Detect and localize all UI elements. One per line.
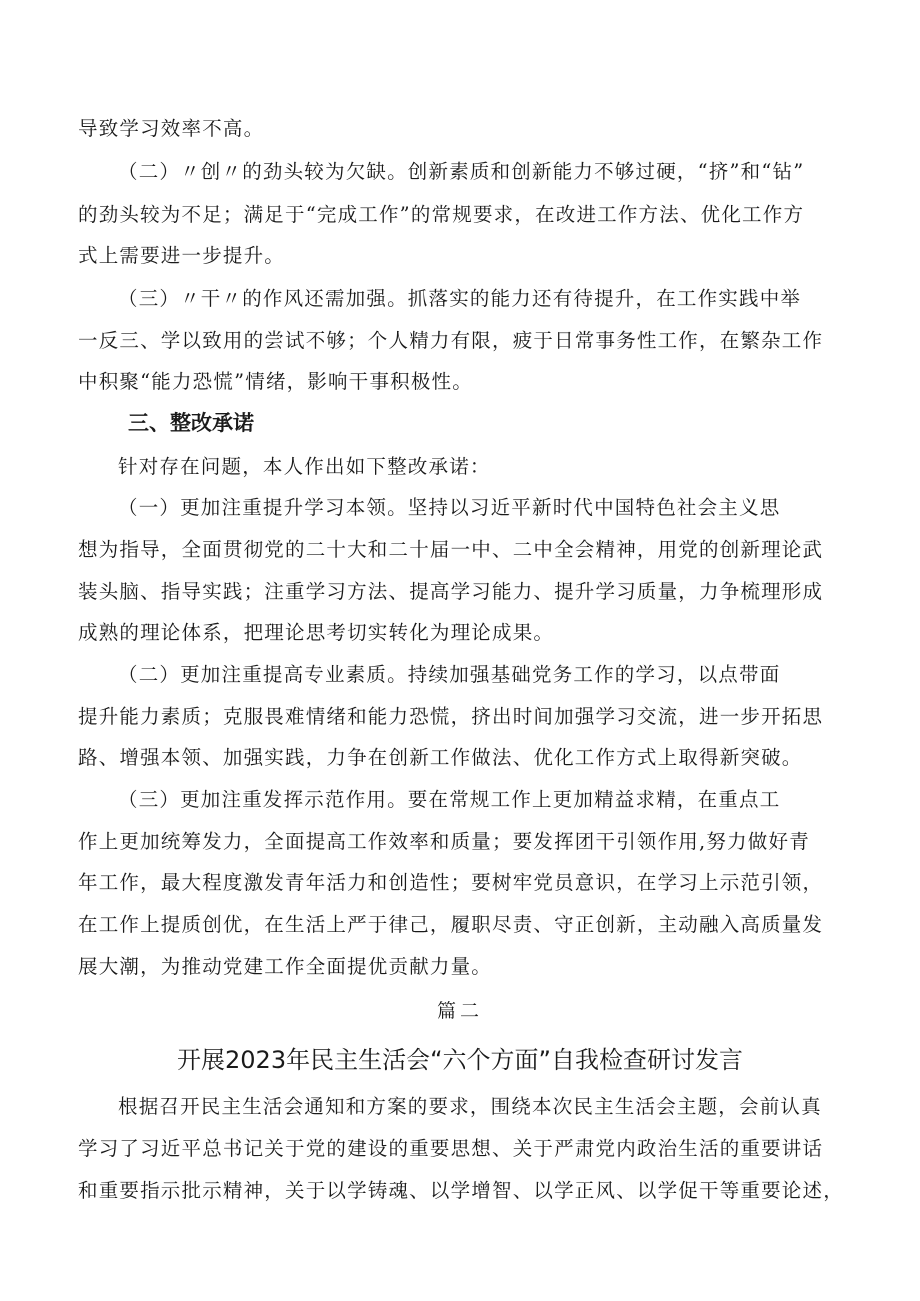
- paragraph-line: 作上更加统筹发力，全面提高工作效率和质量；要发挥团干引领作用,努力做好青: [78, 830, 810, 853]
- paragraph-line: （三）更加注重发挥示范作用。要在常规工作上更加精益求精，在重点工: [118, 788, 781, 811]
- paragraph-line: 的劲头较为不足；满足于“完成工作”的常规要求，在改进工作方法、优化工作方: [78, 203, 805, 226]
- paragraph-line: 装头脑、指导实践；注重学习方法、提高学习能力、提升学习质量，力争梳理形成: [78, 580, 824, 603]
- paragraph-line: 成熟的理论体系，把理论思考切实转化为理论成果。: [78, 621, 555, 644]
- paragraph-line: 中积聚“能力恐慌”情绪，影响干事积极性。: [78, 370, 473, 393]
- paragraph-line: 针对存在问题，本人作出如下整改承诺：: [118, 455, 491, 478]
- section-heading: 三、整改承诺: [128, 411, 254, 435]
- document-title: 开展2023年民主生活会“六个方面”自我检查研讨发言: [177, 1046, 743, 1074]
- paragraph-line: 路、增强本领、加强实践，力争在创新工作做法、优化工作方式上取得新突破。: [78, 746, 803, 769]
- paragraph-line: 年工作，最大程度激发青年活力和创造性；要树牢党员意识，在学习上示范引领，: [78, 871, 824, 894]
- paragraph-line: 导致学习效率不高。: [78, 117, 265, 140]
- paragraph-line: 式上需要进一步提升。: [78, 244, 286, 267]
- paragraph-line: 根据召开民主生活会通知和方案的要求，围绕本次民主生活会主题，会前认真: [118, 1095, 822, 1118]
- paragraph-line: 提升能力素质；克服畏难情绪和能力恐慌，挤出时间加强学习交流，进一步开拓思: [78, 705, 824, 728]
- paragraph-line: 在工作上提质创优，在生活上严于律己，履职尽责、守正创新，主动融入高质量发: [78, 913, 824, 936]
- paragraph-line: （三）〃干〃的作风还需加强。抓落实的能力还有待提升，在工作实践中举: [118, 287, 802, 310]
- paragraph-line: （一）更加注重提升学习本领。坚持以习近平新时代中国特色社会主义思: [118, 496, 781, 519]
- paragraph-line: 和重要指示批示精神，关于以学铸魂、以学增智、以学正风、以学促干等重要论述，: [78, 1179, 844, 1202]
- section-label: 篇二: [436, 1000, 483, 1022]
- paragraph-line: （二）更加注重提高专业素质。持续加强基础党务工作的学习，以点带面: [118, 663, 781, 686]
- paragraph-line: 一反三、学以致用的尝试不够；个人精力有限，疲于日常事务性工作，在繁杂工作: [78, 329, 824, 352]
- paragraph-line: 学习了习近平总书记关于党的建设的重要思想、关于严肃党内政治生活的重要讲话: [78, 1137, 824, 1160]
- paragraph-line: 展大潮，为推动党建工作全面提优贡献力量。: [78, 955, 493, 978]
- paragraph-line: （二）〃创〃的劲头较为欠缺。创新素质和创新能力不够过硬，“挤”和“钻”: [118, 160, 805, 183]
- paragraph-line: 想为指导，全面贯彻党的二十大和二十届一中、二中全会精神，用党的创新理论武: [78, 538, 824, 561]
